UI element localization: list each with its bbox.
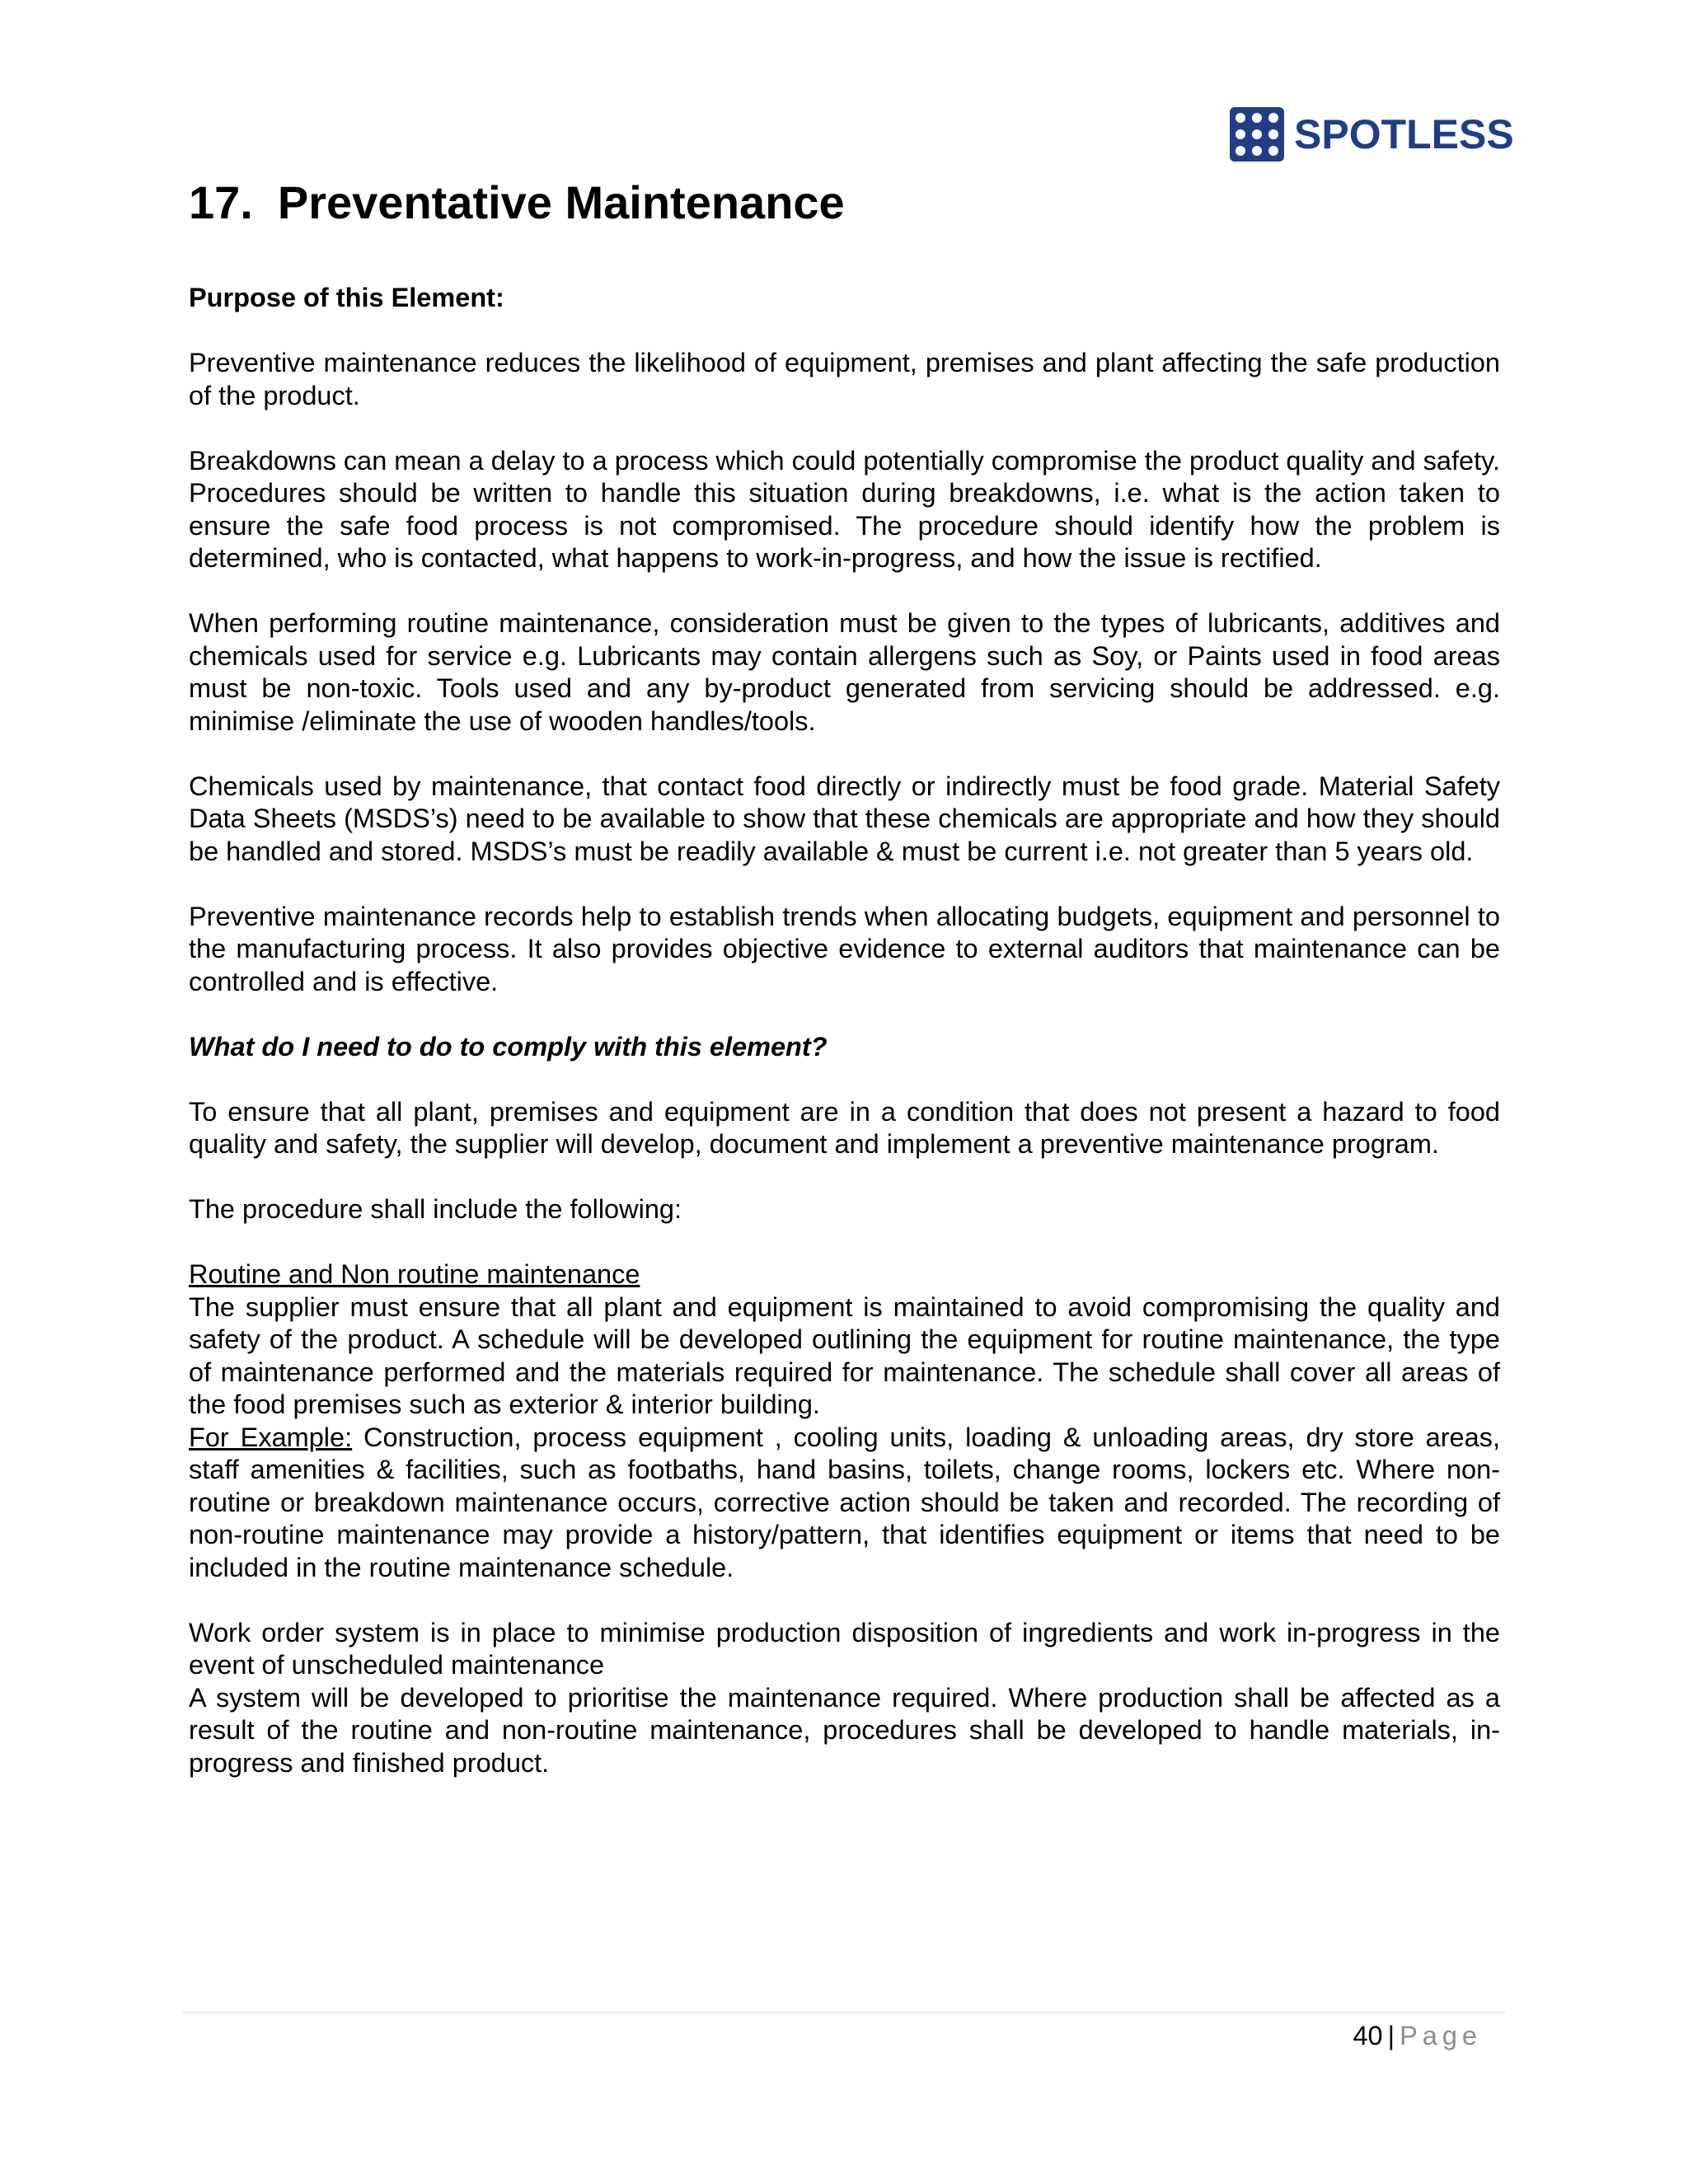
- section-number: 17.: [189, 176, 253, 228]
- purpose-paragraph-3: When performing routine maintenance, consideration must be given to the types of lubricants, additives and chemicals used for service e.g. Lubricants may contain allergens such as Soy, or Paints used in food areas must be non-toxic. Tools used and any by-product generated from servicing should be addressed. e.g. minimise /eliminate the use of wooden handles/tools.: [189, 608, 1500, 736]
- work-order-text: A system will be developed to prioritise the maintenance required. Where production shall be affected as a result of the routine and non-routine maintenance, procedures shall be developed to handle materials, in-progress and finished product.: [189, 1682, 1500, 1778]
- purpose-paragraph-2: Breakdowns can mean a delay to a process which could potentially compromise the product quality and safety. Procedures should be written to handle this situation during breakdowns, i.e. what is the action taken to ensure the safe food process is not compromised. The procedure should identify how the problem is determined, who is contacted, what happens to work-in-progress, and how the issue is rectified.: [189, 445, 1500, 573]
- footer-divider: [183, 2012, 1505, 2013]
- work-order-heading: Work order system is in place to minimise production disposition of ingredients and work in-progress in the event of unscheduled maintenance: [189, 1617, 1500, 1680]
- footer-separator: |: [1387, 2021, 1395, 2050]
- purpose-paragraph-1: Preventive maintenance reduces the likelihood of equipment, premises and plant affecting the safe production of the product.: [189, 348, 1500, 410]
- routine-heading: [189, 1258, 1500, 1291]
- page-word: Page: [1400, 2021, 1482, 2050]
- example-text: Construction, process equipment , cooling units, loading & unloading areas, dry store areas, staff amenities & facilities, such as footbaths, hand basins, toilets, change rooms, lockers etc. Where non-routine or breakdown maintenance occurs, corrective action should be taken and recorded. The recording of non-routine maintenance may provide a history/pattern, that identifies equipment or items that need to be included in the routine maintenance schedule.: [189, 1422, 1500, 1582]
- example-label: For Example:: [189, 1422, 353, 1452]
- page-number: 40: [1353, 2021, 1383, 2050]
- purpose-paragraph-5: Preventive maintenance records help to establish trends when allocating budgets, equipment and personnel to the manufacturing process. It also provides objective evidence to external auditors that maintenance can be controlled and is effective.: [189, 901, 1500, 996]
- logo-text: SPOTLESS: [1294, 111, 1514, 157]
- routine-example: [189, 1422, 1500, 1585]
- spotless-logo: [1230, 105, 1535, 163]
- routine-heading-text: Routine and Non routine maintenance: [189, 1259, 640, 1289]
- page-title: [189, 168, 1500, 237]
- purpose-heading: Purpose of this Element:: [189, 283, 504, 312]
- section-title: Preventative Maintenance: [277, 176, 845, 228]
- comply-heading: What do I need to do to comply with this element?: [189, 1031, 828, 1062]
- routine-text: The supplier must ensure that all plant and equipment is maintained to avoid compromising the quality and safety of the product. A schedule will be developed outlining the equipment for routine maintenance, the type of maintenance performed and the materials required for maintenance. The schedule shall cover all areas of the food premises such as exterior & interior building.: [189, 1291, 1500, 1419]
- comply-paragraph-1: To ensure that all plant, premises and equipment are in a condition that does not present a hazard to food quality and safety, the supplier will develop, document and implement a preventive maintenance program.: [189, 1096, 1500, 1159]
- page-content: [189, 168, 1500, 1779]
- spotless-dots-logo-icon: [1230, 107, 1284, 162]
- purpose-paragraph-4: Chemicals used by maintenance, that contact food directly or indirectly must be food grade. Material Safety Data Sheets (MSDS’s) need to be available to show that these chemicals are appropriate and how they should be handled and stored. MSDS’s must be readily available & must be current i.e. not greater than 5 years old.: [189, 771, 1500, 866]
- comply-paragraph-2: The procedure shall include the following:: [189, 1194, 682, 1224]
- page-footer: [1353, 2019, 1482, 2052]
